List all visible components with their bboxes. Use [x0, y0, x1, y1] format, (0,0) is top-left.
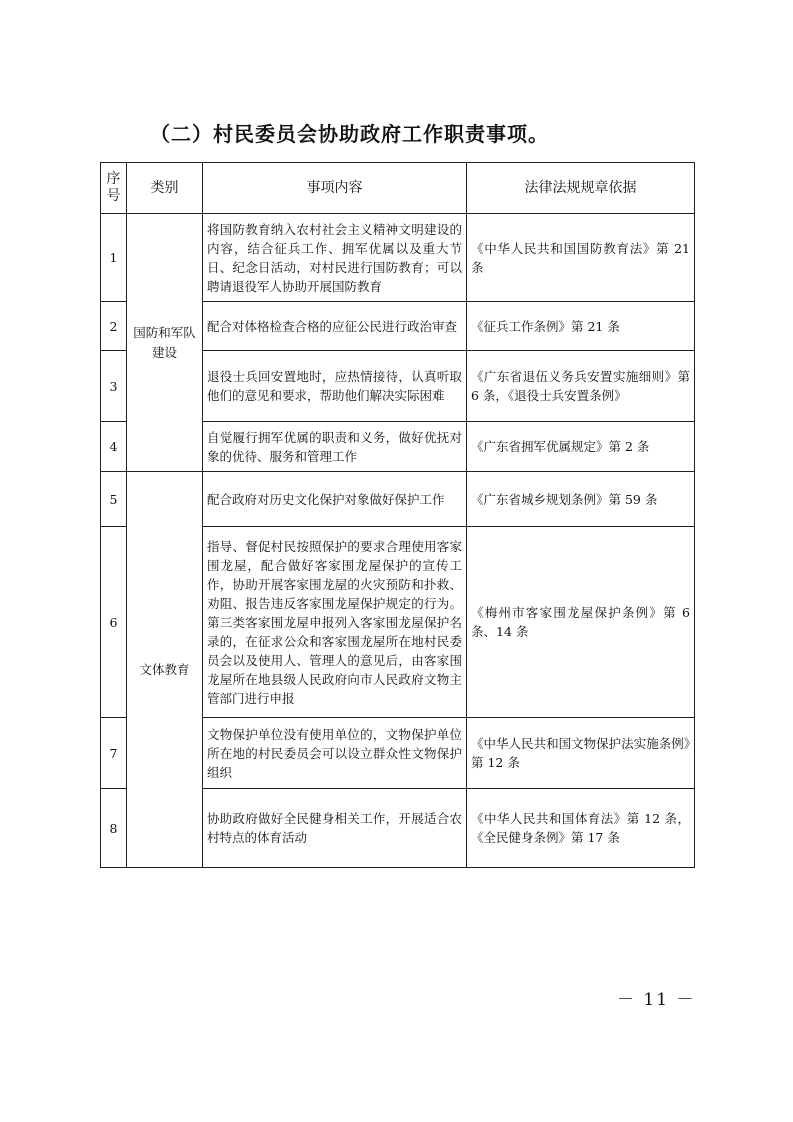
row-number: 4	[101, 422, 127, 472]
row-content: 协助政府做好全民健身相关工作，开展适合农村特点的体育活动	[203, 789, 467, 868]
row-basis: 《广东省退伍义务兵安置实施细则》第 6 条，《退役士兵安置条例》	[467, 351, 695, 422]
row-basis: 《中华人民共和国国防教育法》第 21 条	[467, 214, 695, 302]
row-basis: 《中华人民共和国文物保护法实施条例》第 12 条	[467, 718, 695, 789]
row-content: 指导、督促村民按照保护的要求合理使用客家围龙屋，配合做好客家围龙屋保护的宣传工作，协助开展客家围龙屋的火灾预防和扑救、劝阻、报告违反客家围龙屋保护规定的行为。第三类客家围龙屋申报列入客家围龙屋保护名录的，在征求公众和客家围龙屋所在地村民委员会以及使用人、管理人的意见后，由客家围龙屋所在地县级人民政府向市人民政府文物主管部门进行申报	[203, 527, 467, 718]
header-seq: 序号	[101, 163, 127, 214]
table-row	[101, 472, 695, 527]
header-content: 事项内容	[203, 163, 467, 214]
row-number: 6	[101, 527, 127, 718]
row-basis: 《广东省拥军优属规定》第 2 条	[467, 422, 695, 472]
row-content: 退役士兵回安置地时，应热情接待，认真听取他们的意见和要求，帮助他们解决实际困难	[203, 351, 467, 422]
row-basis: 《广东省城乡规划条例》第 59 条	[467, 472, 695, 527]
row-number: 1	[101, 214, 127, 302]
row-content: 自觉履行拥军优属的职责和义务，做好优抚对象的优待、服务和管理工作	[203, 422, 467, 472]
row-number: 5	[101, 472, 127, 527]
row-content: 文物保护单位没有使用单位的，文物保护单位所在地的村民委员会可以设立群众性文物保护组织	[203, 718, 467, 789]
row-content: 配合对体格检查合格的应征公民进行政治审查	[203, 302, 467, 351]
row-number: 7	[101, 718, 127, 789]
duties-table	[100, 162, 695, 868]
row-basis: 《梅州市客家围龙屋保护条例》第 6 条、14 条	[467, 527, 695, 718]
row-content: 配合政府对历史文化保护对象做好保护工作	[203, 472, 467, 527]
header-category: 类别	[127, 163, 203, 214]
category-culture: 文体教育	[127, 472, 203, 868]
category-defense: 国防和军队建设	[127, 214, 203, 472]
row-basis: 《中华人民共和国体育法》第 12 条，《全民健身条例》第 17 条	[467, 789, 695, 868]
page-number: － 11 －	[617, 990, 696, 1010]
row-basis: 《征兵工作条例》第 21 条	[467, 302, 695, 351]
row-number: 2	[101, 302, 127, 351]
section-heading: （二）村民委员会协助政府工作职责事项。	[150, 122, 549, 146]
header-basis: 法律法规规章依据	[467, 163, 695, 214]
table-row	[101, 214, 695, 302]
row-number: 8	[101, 789, 127, 868]
row-content: 将国防教育纳入农村社会主义精神文明建设的内容，结合征兵工作、拥军优属以及重大节日、纪念日活动，对村民进行国防教育；可以聘请退役军人协助开展国防教育	[203, 214, 467, 302]
row-number: 3	[101, 351, 127, 422]
table-header-row	[101, 163, 695, 214]
